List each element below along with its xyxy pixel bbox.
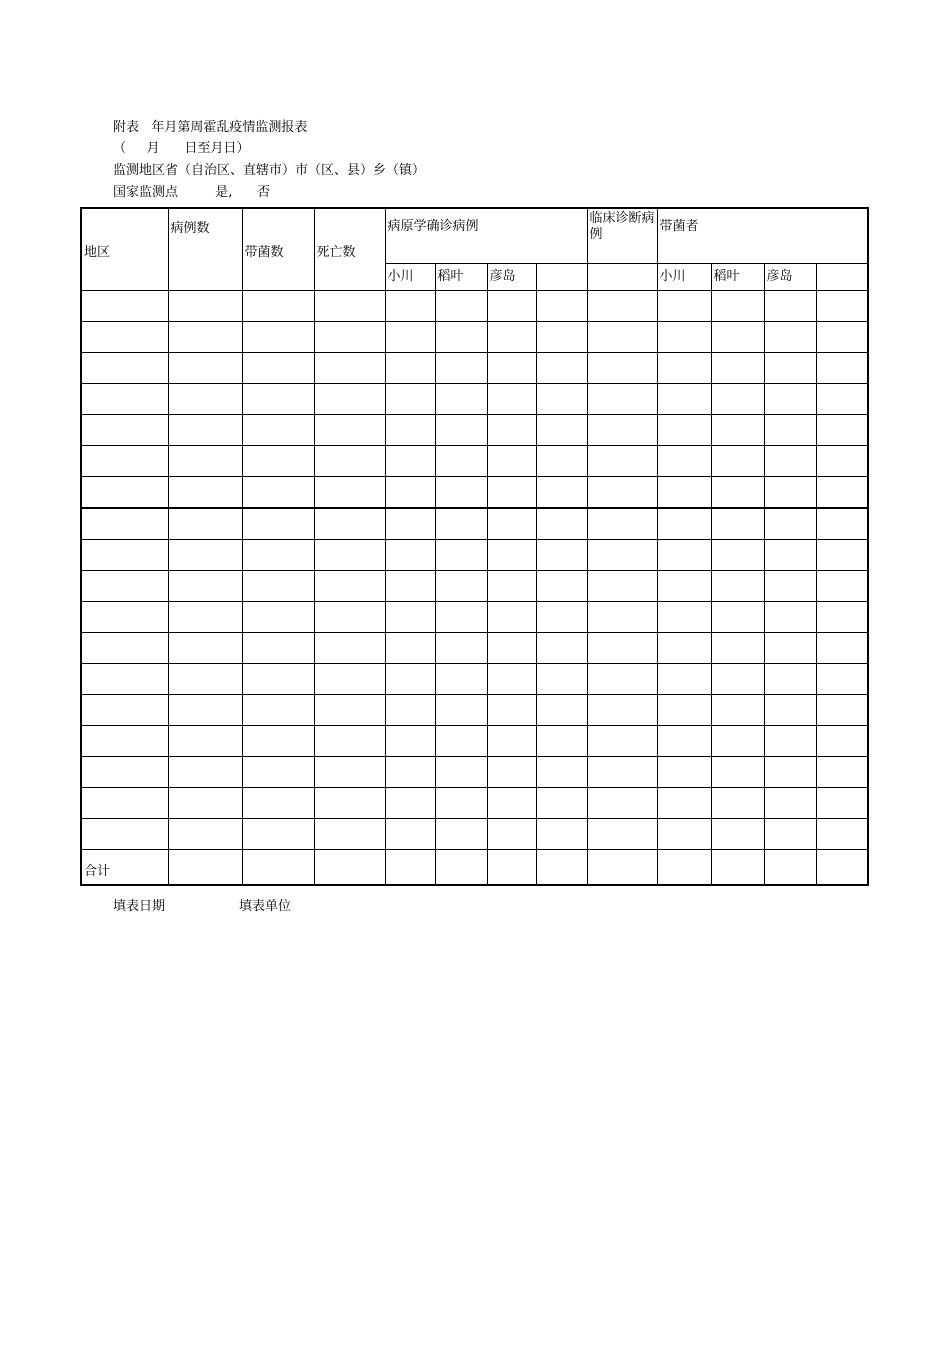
table-cell: [81, 788, 168, 819]
table-cell: [385, 446, 435, 477]
table-cell: [385, 415, 435, 446]
table-cell: [81, 819, 168, 850]
table-cell: [657, 446, 711, 477]
sub-ogawa: 小川: [385, 264, 435, 291]
table-cell: [81, 322, 168, 353]
table-cell: [587, 477, 657, 509]
table-cell: [657, 415, 711, 446]
table-cell: [435, 415, 487, 446]
table-cell: [764, 384, 816, 415]
header-clinical: 临床诊断病例: [587, 208, 657, 264]
table-cell: [587, 726, 657, 757]
table-cell: [587, 788, 657, 819]
table-cell: [487, 384, 536, 415]
table-cell: [385, 571, 435, 602]
table-cell: [487, 477, 536, 509]
table-cell: [242, 446, 314, 477]
table-cell: [81, 726, 168, 757]
table-cell: [435, 291, 487, 322]
table-cell: [816, 726, 868, 757]
table-cell: [764, 602, 816, 633]
table-cell: [81, 291, 168, 322]
table-row: [81, 695, 868, 726]
table-cell: [764, 695, 816, 726]
table-cell: [385, 850, 435, 886]
table-cell: [314, 540, 385, 571]
table-cell: [657, 322, 711, 353]
table-cell: [764, 819, 816, 850]
table-row: [81, 819, 868, 850]
table-cell: [242, 850, 314, 886]
table-cell: [435, 353, 487, 384]
table-cell: [168, 446, 242, 477]
table-cell: [435, 788, 487, 819]
table-cell: [587, 446, 657, 477]
table-cell: [587, 291, 657, 322]
table-cell: [81, 633, 168, 664]
table-row: [81, 540, 868, 571]
table-cell: [385, 508, 435, 540]
header-lab-confirmed: 病原学确诊病例: [385, 208, 587, 264]
table-cell: [587, 602, 657, 633]
table-cell: [816, 540, 868, 571]
table-cell: [314, 415, 385, 446]
table-cell: [711, 757, 764, 788]
table-cell: [487, 540, 536, 571]
table-cell: [816, 850, 868, 886]
header-carrier-group: 带菌者: [657, 208, 868, 264]
table-cell: [81, 477, 168, 509]
table-cell: [168, 540, 242, 571]
table-cell: [242, 633, 314, 664]
table-cell: [816, 353, 868, 384]
table-cell: [314, 353, 385, 384]
table-cell: [657, 788, 711, 819]
table-cell: [536, 384, 587, 415]
table-cell: [536, 664, 587, 695]
table-cell: [385, 664, 435, 695]
table-cell: [385, 384, 435, 415]
table-cell: [711, 384, 764, 415]
table-cell: [242, 353, 314, 384]
table-cell: [168, 477, 242, 509]
table-cell: [168, 571, 242, 602]
table-cell: [587, 757, 657, 788]
table-cell: [657, 819, 711, 850]
table-cell: [816, 788, 868, 819]
table-cell: [587, 384, 657, 415]
table-cell: [242, 291, 314, 322]
sub-carrier-ogawa: 小川: [657, 264, 711, 291]
table-row: [81, 788, 868, 819]
header-cases: 病例数: [168, 208, 242, 291]
table-cell: [657, 291, 711, 322]
table-cell: [81, 757, 168, 788]
table-cell: [657, 695, 711, 726]
table-row: [81, 726, 868, 757]
table-cell: [816, 508, 868, 540]
table-cell: [764, 415, 816, 446]
form-footer: [113, 898, 291, 916]
table-cell: [314, 819, 385, 850]
table-cell: [816, 291, 868, 322]
table-cell: [536, 322, 587, 353]
table-cell: [435, 508, 487, 540]
table-cell: [435, 633, 487, 664]
table-cell: [587, 353, 657, 384]
sub-carrier-other: [816, 264, 868, 291]
table-cell: [242, 415, 314, 446]
table-cell: [711, 571, 764, 602]
table-cell: [657, 477, 711, 509]
table-cell: [81, 540, 168, 571]
table-cell: [711, 788, 764, 819]
fill-unit-label: 填表单位: [239, 899, 292, 914]
table-row: [81, 353, 868, 384]
table-cell: [587, 571, 657, 602]
table-cell: [435, 850, 487, 886]
table-cell: [536, 291, 587, 322]
table-cell: [536, 633, 587, 664]
table-cell: [657, 726, 711, 757]
table-cell: [168, 757, 242, 788]
table-cell: [385, 633, 435, 664]
table-cell: [314, 477, 385, 509]
sub-carrier-hikojima: 彦岛: [764, 264, 816, 291]
table-cell: [816, 446, 868, 477]
table-row: [81, 291, 868, 322]
table-cell: [81, 415, 168, 446]
table-row: [81, 508, 868, 540]
table-cell: [168, 695, 242, 726]
table-cell: [242, 757, 314, 788]
table-cell: [385, 726, 435, 757]
table-cell: [314, 633, 385, 664]
table-cell: [711, 602, 764, 633]
table-cell: [816, 602, 868, 633]
table-cell: [314, 322, 385, 353]
table-cell: [764, 540, 816, 571]
report-title: 附表 年月第周霍乱疫情监测报表: [113, 120, 308, 135]
table-cell: [487, 508, 536, 540]
table-cell: [764, 446, 816, 477]
table-cell: [314, 788, 385, 819]
table-cell: [487, 819, 536, 850]
table-row: [81, 446, 868, 477]
table-cell: [314, 384, 385, 415]
table-cell: [816, 633, 868, 664]
header-deaths: 死亡数: [314, 208, 385, 291]
table-cell: [487, 353, 536, 384]
table-row: [81, 633, 868, 664]
table-cell: [536, 353, 587, 384]
table-cell: [385, 291, 435, 322]
table-cell: [81, 384, 168, 415]
table-cell: [385, 353, 435, 384]
table-cell: [711, 353, 764, 384]
table-cell: [711, 819, 764, 850]
table-cell: [711, 726, 764, 757]
header-region: 地区: [81, 208, 168, 291]
table-row: [81, 322, 868, 353]
table-cell: [81, 446, 168, 477]
table-cell: [242, 664, 314, 695]
table-cell: [242, 726, 314, 757]
table-cell: [385, 322, 435, 353]
table-cell: [385, 602, 435, 633]
table-cell: [711, 508, 764, 540]
table-cell: [764, 322, 816, 353]
table-cell: [435, 819, 487, 850]
table-cell: [816, 415, 868, 446]
table-row: [81, 664, 868, 695]
table-cell: [657, 633, 711, 664]
report-period: （ 月 日至月日）: [113, 141, 250, 156]
table-cell: [314, 726, 385, 757]
table-cell: [168, 415, 242, 446]
table-cell: [435, 602, 487, 633]
table-cell: [385, 477, 435, 509]
table-cell: [168, 819, 242, 850]
table-cell: [487, 788, 536, 819]
table-cell: [711, 322, 764, 353]
table-cell: [536, 850, 587, 886]
table-cell: [81, 508, 168, 540]
table-cell: [168, 384, 242, 415]
table-cell: [536, 477, 587, 509]
table-cell: [657, 353, 711, 384]
table-cell: [711, 291, 764, 322]
table-cell: [435, 322, 487, 353]
table-cell: [711, 850, 764, 886]
table-cell: [816, 477, 868, 509]
table-cell: [435, 695, 487, 726]
table-cell: [487, 850, 536, 886]
table-cell: [764, 757, 816, 788]
table-cell: [487, 602, 536, 633]
table-cell: [816, 695, 868, 726]
table-cell: [314, 602, 385, 633]
table-cell: [168, 322, 242, 353]
table-cell: [242, 695, 314, 726]
table-cell: [536, 757, 587, 788]
table-cell: [314, 446, 385, 477]
table-cell: [435, 757, 487, 788]
table-cell: [435, 477, 487, 509]
table-cell: [657, 508, 711, 540]
table-cell: [657, 384, 711, 415]
table-cell: [711, 415, 764, 446]
table-cell: [587, 850, 657, 886]
table-cell: [314, 291, 385, 322]
table-cell: [764, 788, 816, 819]
table-cell: [764, 571, 816, 602]
table-cell: [242, 602, 314, 633]
table-cell: [242, 384, 314, 415]
table-cell: [81, 602, 168, 633]
sub-clinical-blank: [587, 264, 657, 291]
table-cell: [587, 664, 657, 695]
table-cell: [657, 602, 711, 633]
table-cell: [81, 695, 168, 726]
table-cell: [81, 664, 168, 695]
table-cell: [435, 664, 487, 695]
table-cell: [435, 571, 487, 602]
table-cell: [536, 695, 587, 726]
monitoring-area: 监测地区省（自治区、直辖市）市（区、县）乡（镇）: [113, 163, 426, 178]
table-row: [81, 757, 868, 788]
table-cell: [168, 726, 242, 757]
table-cell: [587, 819, 657, 850]
total-row: [81, 850, 868, 886]
table-cell: [385, 819, 435, 850]
table-cell: [764, 353, 816, 384]
table-cell: [657, 850, 711, 886]
table-cell: [816, 664, 868, 695]
table-cell: [168, 664, 242, 695]
table-cell: [587, 540, 657, 571]
table-cell: [314, 850, 385, 886]
table-cell: [487, 415, 536, 446]
table-cell: [764, 726, 816, 757]
table-cell: [711, 446, 764, 477]
sub-other: [536, 264, 587, 291]
cholera-report-table: [80, 207, 869, 886]
table-cell: [487, 633, 536, 664]
table-cell: [385, 757, 435, 788]
header-row-1: [81, 208, 868, 264]
table-cell: [242, 571, 314, 602]
table-cell: [536, 571, 587, 602]
table-cell: [385, 540, 435, 571]
table-cell: [435, 540, 487, 571]
table-cell: [168, 633, 242, 664]
table-cell: [711, 477, 764, 509]
sub-hikojima: 彦岛: [487, 264, 536, 291]
table-cell: [487, 322, 536, 353]
table-cell: [711, 633, 764, 664]
table-cell: [314, 757, 385, 788]
table-cell: [314, 508, 385, 540]
table-cell: [487, 726, 536, 757]
table-cell: [536, 602, 587, 633]
table-cell: [536, 819, 587, 850]
table-cell: [587, 322, 657, 353]
table-cell: [764, 291, 816, 322]
table-cell: [487, 664, 536, 695]
table-cell: [764, 508, 816, 540]
table-cell: [487, 757, 536, 788]
table-cell: [242, 788, 314, 819]
table-cell: [81, 353, 168, 384]
table-cell: [168, 850, 242, 886]
table-cell: [587, 508, 657, 540]
table-cell: [314, 571, 385, 602]
table-row: [81, 477, 868, 509]
sub-inaba: 稻叶: [435, 264, 487, 291]
table-row: [81, 384, 868, 415]
table-cell: [385, 695, 435, 726]
table-cell: [487, 291, 536, 322]
table-cell: [81, 571, 168, 602]
national-site-choice: 国家监测点 是, 否: [113, 185, 271, 200]
table-row: [81, 415, 868, 446]
table-cell: [242, 477, 314, 509]
table-cell: [242, 508, 314, 540]
table-cell: [657, 571, 711, 602]
table-cell: [764, 477, 816, 509]
table-cell: [168, 291, 242, 322]
table-cell: [536, 788, 587, 819]
table-cell: [536, 508, 587, 540]
table-cell: [314, 695, 385, 726]
table-cell: [536, 726, 587, 757]
table-cell: [657, 757, 711, 788]
table-cell: [764, 850, 816, 886]
table-cell: [435, 726, 487, 757]
table-cell: [657, 664, 711, 695]
table-cell: [435, 384, 487, 415]
table-cell: [168, 602, 242, 633]
table-cell: [587, 695, 657, 726]
table-cell: [711, 540, 764, 571]
table-cell: [816, 757, 868, 788]
table-cell: [764, 664, 816, 695]
table-cell: [242, 819, 314, 850]
table-cell: [536, 415, 587, 446]
table-cell: [487, 695, 536, 726]
table-cell: [587, 633, 657, 664]
table-cell: [487, 571, 536, 602]
table-cell: [816, 322, 868, 353]
table-cell: [487, 446, 536, 477]
table-cell: [435, 446, 487, 477]
table-cell: [242, 322, 314, 353]
table-cell: [816, 819, 868, 850]
table-cell: [764, 633, 816, 664]
table-cell: [314, 664, 385, 695]
table-cell: [168, 788, 242, 819]
table-row: [81, 602, 868, 633]
table-cell: [168, 353, 242, 384]
table-row: [81, 571, 868, 602]
table-cell: [168, 508, 242, 540]
sub-carrier-inaba: 稻叶: [711, 264, 764, 291]
table-cell: [242, 540, 314, 571]
table-cell: [657, 540, 711, 571]
table-cell: [385, 788, 435, 819]
table-cell: [536, 446, 587, 477]
total-label: 合计: [81, 850, 168, 886]
fill-date-label: 填表日期: [113, 899, 166, 914]
header-carriers: 带菌数: [242, 208, 314, 291]
table-cell: [711, 695, 764, 726]
table-cell: [816, 571, 868, 602]
table-cell: [587, 415, 657, 446]
table-cell: [536, 540, 587, 571]
table-cell: [816, 384, 868, 415]
table-cell: [711, 664, 764, 695]
